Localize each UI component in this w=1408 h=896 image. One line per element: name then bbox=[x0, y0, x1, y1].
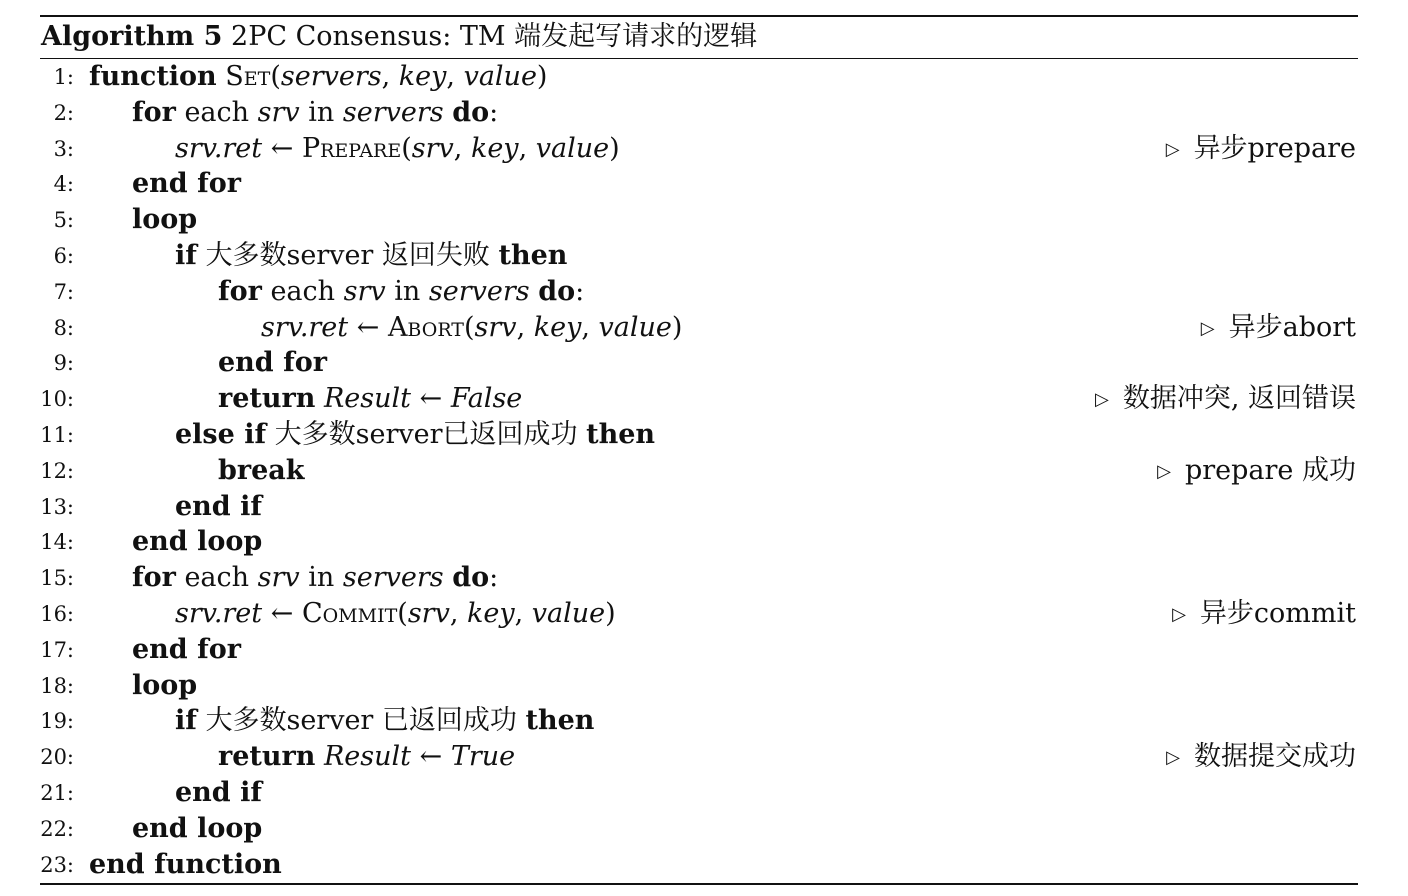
comment-text: 异步commit bbox=[1199, 598, 1356, 629]
line-code bbox=[132, 811, 262, 847]
code-text: : bbox=[489, 96, 499, 128]
code-text: ( bbox=[270, 61, 281, 92]
code-text: ) bbox=[609, 132, 620, 164]
comment-text: 数据冲突, 返回错误 bbox=[1122, 383, 1356, 415]
code-text: ) bbox=[536, 61, 548, 92]
line-code bbox=[218, 739, 515, 775]
variable: Result bbox=[323, 383, 412, 415]
keyword: end for bbox=[132, 633, 241, 665]
variable: key bbox=[467, 598, 515, 629]
line-number: 2: bbox=[53, 100, 74, 125]
line-code bbox=[175, 417, 655, 453]
keyword: function bbox=[89, 61, 217, 92]
algorithm-line bbox=[0, 166, 1408, 202]
comment-triangle-icon: ▷ bbox=[1200, 317, 1215, 339]
variable: key bbox=[398, 61, 447, 92]
variable: srv bbox=[257, 96, 300, 128]
code-text: each bbox=[175, 96, 258, 128]
code-text: ( bbox=[463, 311, 475, 343]
line-code bbox=[175, 131, 620, 167]
line-code bbox=[132, 632, 241, 668]
line-number: 12: bbox=[40, 458, 74, 483]
algorithm-line bbox=[0, 453, 1408, 489]
line-number: 21: bbox=[40, 781, 74, 805]
variable: srv bbox=[474, 311, 517, 343]
algorithm-line bbox=[0, 632, 1408, 668]
code-text: , bbox=[449, 598, 468, 629]
keyword: for bbox=[132, 96, 176, 128]
variable: value bbox=[463, 61, 537, 92]
code-text bbox=[315, 741, 324, 772]
line-code bbox=[218, 381, 522, 417]
keyword: end for bbox=[132, 168, 241, 200]
line-code bbox=[175, 703, 594, 739]
variable: value bbox=[531, 598, 606, 629]
algorithm-line bbox=[0, 59, 1408, 95]
line-number: 8: bbox=[53, 315, 74, 340]
line-code bbox=[89, 59, 547, 95]
line-number: 10: bbox=[40, 387, 74, 412]
line-number: 22: bbox=[40, 816, 74, 841]
procedure-name: Abort bbox=[387, 311, 464, 343]
line-code bbox=[218, 345, 327, 381]
comment-triangle-icon: ▷ bbox=[1172, 604, 1186, 625]
line-number: 3: bbox=[53, 136, 74, 161]
line-number: 5: bbox=[53, 208, 74, 233]
keyword: break bbox=[218, 454, 305, 486]
procedure-name: Prepare bbox=[301, 132, 402, 164]
line-number: 16: bbox=[40, 602, 74, 626]
line-number: 4: bbox=[53, 172, 74, 197]
comment-triangle-icon: ▷ bbox=[1094, 389, 1109, 411]
keyword: for bbox=[132, 562, 176, 594]
keyword: then bbox=[525, 705, 595, 737]
line-number: 11: bbox=[40, 423, 74, 447]
algorithm-caption bbox=[41, 18, 757, 56]
line-number: 7: bbox=[53, 279, 74, 304]
code-text bbox=[444, 562, 453, 593]
comment-text: 数据提交成功 bbox=[1194, 741, 1356, 773]
comment-text: 异步abort bbox=[1228, 311, 1356, 343]
line-code bbox=[132, 560, 498, 596]
line-code bbox=[89, 847, 282, 883]
algorithm-line bbox=[0, 131, 1408, 167]
line-number: 15: bbox=[40, 566, 74, 591]
code-text: , bbox=[514, 598, 532, 629]
comment-text: 异步prepare bbox=[1193, 132, 1356, 164]
line-code bbox=[175, 238, 567, 274]
code-text: in bbox=[385, 275, 429, 307]
comment-triangle-icon: ▷ bbox=[1157, 460, 1171, 482]
keyword: end if bbox=[175, 490, 262, 522]
line-comment bbox=[1166, 131, 1356, 168]
line-number: 1: bbox=[53, 65, 74, 89]
line-number: 23: bbox=[40, 852, 74, 877]
keyword: do bbox=[538, 275, 576, 307]
line-comment bbox=[1201, 310, 1356, 347]
variable: key bbox=[470, 132, 519, 164]
line-number: 20: bbox=[40, 745, 74, 770]
code-text: ← bbox=[262, 132, 302, 164]
line-code bbox=[218, 274, 584, 310]
code-text bbox=[315, 383, 324, 414]
algorithm-line bbox=[0, 95, 1408, 131]
line-number: 14: bbox=[40, 530, 74, 555]
code-text: ← bbox=[348, 311, 388, 343]
top-rule bbox=[40, 15, 1358, 17]
code-text: , bbox=[453, 132, 471, 164]
comment-triangle-icon: ▷ bbox=[1165, 138, 1180, 160]
keyword: end for bbox=[218, 347, 327, 379]
procedure-name: Commit bbox=[301, 598, 398, 629]
variable: key bbox=[533, 311, 582, 343]
code-text: , bbox=[581, 311, 599, 343]
comment-triangle-icon: ▷ bbox=[1166, 747, 1180, 769]
variable: srv.ret bbox=[175, 598, 263, 629]
code-text: ( bbox=[397, 598, 408, 629]
code-text: 大多数server 返回失败 bbox=[196, 240, 499, 271]
keyword: do bbox=[452, 562, 490, 594]
variable: srv bbox=[407, 598, 450, 629]
variable: False bbox=[450, 383, 523, 415]
variable: True bbox=[450, 741, 516, 773]
algorithm-line bbox=[0, 489, 1408, 525]
keyword: for bbox=[218, 275, 262, 307]
keyword: then bbox=[498, 240, 568, 271]
algorithm-line bbox=[0, 560, 1408, 596]
algorithm-line bbox=[0, 345, 1408, 381]
keyword: end loop bbox=[132, 526, 263, 558]
algorithm-line bbox=[0, 238, 1408, 274]
procedure-name: Set bbox=[225, 61, 271, 92]
keyword: return bbox=[218, 741, 316, 773]
variable: srv bbox=[257, 562, 300, 594]
algorithm-line bbox=[0, 417, 1408, 453]
code-text: ) bbox=[605, 598, 616, 629]
code-text: ← bbox=[411, 383, 451, 415]
line-comment bbox=[1095, 381, 1356, 418]
code-text: , bbox=[446, 61, 464, 92]
keyword: end loop bbox=[132, 812, 263, 844]
keyword: end if bbox=[175, 777, 262, 808]
keyword: loop bbox=[132, 204, 198, 236]
keyword: else if bbox=[175, 419, 267, 450]
keyword: if bbox=[175, 240, 197, 271]
line-code bbox=[261, 310, 682, 346]
variable: srv.ret bbox=[175, 132, 263, 164]
line-number: 17: bbox=[40, 637, 74, 662]
keyword: end function bbox=[89, 848, 282, 880]
code-text: , bbox=[516, 311, 534, 343]
line-code bbox=[175, 596, 616, 632]
keyword: return bbox=[218, 383, 316, 415]
line-code bbox=[175, 489, 262, 525]
keyword: if bbox=[175, 705, 197, 737]
variable: srv bbox=[343, 275, 386, 307]
code-text: ( bbox=[401, 132, 412, 164]
algorithm-line bbox=[0, 775, 1408, 811]
variable: servers bbox=[280, 61, 382, 92]
variable: value bbox=[535, 132, 610, 164]
line-code bbox=[132, 202, 197, 238]
code-text: 大多数server 已返回成功 bbox=[196, 705, 526, 737]
algorithm-line bbox=[0, 202, 1408, 238]
line-comment bbox=[1157, 453, 1356, 490]
algorithm-line bbox=[0, 596, 1408, 632]
variable: servers bbox=[428, 275, 530, 307]
keyword: then bbox=[586, 419, 656, 450]
line-comment bbox=[1166, 739, 1356, 776]
code-text: each bbox=[261, 275, 344, 307]
algorithm-title: 2PC Consensus: TM 端发起写请求的逻辑 bbox=[231, 21, 758, 52]
code-text: ) bbox=[671, 311, 683, 343]
variable: srv bbox=[411, 132, 454, 164]
line-code bbox=[175, 775, 262, 811]
line-number: 6: bbox=[53, 244, 74, 268]
variable: value bbox=[598, 311, 672, 343]
algorithm-line bbox=[0, 524, 1408, 560]
variable: servers bbox=[342, 96, 444, 128]
code-text: : bbox=[489, 562, 499, 594]
code-text: , bbox=[381, 61, 399, 92]
line-code bbox=[132, 95, 498, 131]
code-text: ← bbox=[262, 598, 302, 629]
line-code bbox=[218, 453, 304, 489]
line-number: 9: bbox=[53, 351, 74, 376]
algorithm-label: Algorithm 5 bbox=[41, 21, 223, 52]
code-text: 大多数server已返回成功 bbox=[266, 419, 587, 450]
line-comment bbox=[1172, 596, 1356, 633]
code-text: ← bbox=[411, 741, 451, 773]
code-text: , bbox=[518, 132, 536, 164]
code-text: each bbox=[175, 562, 258, 594]
line-code bbox=[132, 166, 241, 202]
code-text bbox=[444, 97, 453, 128]
keyword: loop bbox=[132, 669, 198, 701]
algorithm-line bbox=[0, 847, 1408, 883]
algorithm-line bbox=[0, 739, 1408, 775]
algorithm-line bbox=[0, 310, 1408, 346]
comment-text: prepare 成功 bbox=[1184, 454, 1356, 486]
line-number: 19: bbox=[40, 709, 74, 734]
algorithm-line bbox=[0, 811, 1408, 847]
keyword: do bbox=[452, 96, 490, 128]
code-text bbox=[217, 61, 226, 92]
variable: Result bbox=[323, 741, 412, 773]
bottom-rule bbox=[40, 883, 1358, 885]
line-code bbox=[132, 524, 262, 560]
line-code bbox=[132, 668, 197, 704]
algorithm-line bbox=[0, 274, 1408, 310]
algorithm-line bbox=[0, 703, 1408, 739]
line-number: 18: bbox=[40, 673, 74, 698]
line-number: 13: bbox=[40, 494, 74, 519]
variable: srv.ret bbox=[261, 311, 349, 343]
code-text bbox=[530, 276, 539, 307]
variable: servers bbox=[342, 562, 444, 594]
algorithm-line bbox=[0, 668, 1408, 704]
code-text: in bbox=[299, 96, 343, 128]
code-text: in bbox=[299, 562, 343, 594]
code-text: : bbox=[575, 275, 585, 307]
algorithm-line bbox=[0, 381, 1408, 417]
